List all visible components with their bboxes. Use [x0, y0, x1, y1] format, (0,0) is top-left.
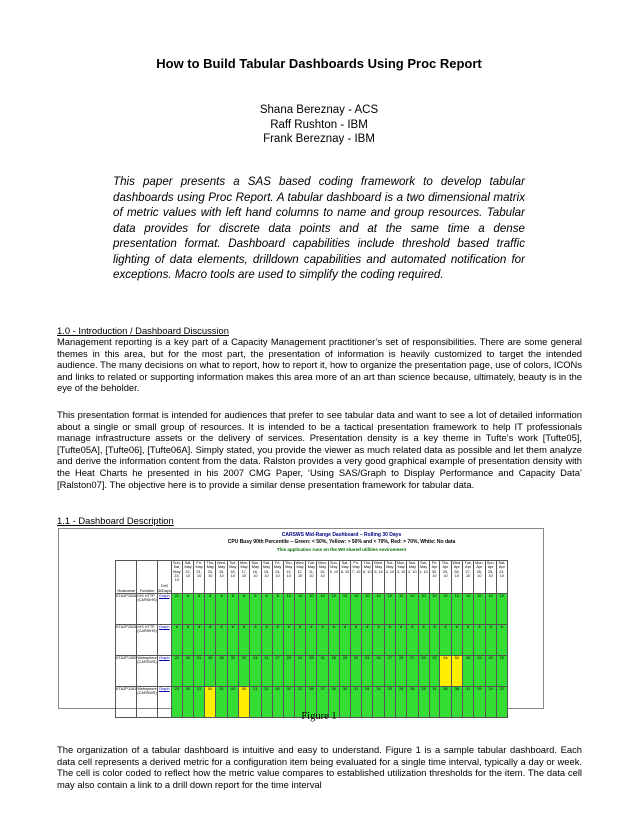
metric-cell[interactable]: 42: [227, 687, 238, 718]
date-header: Tue, May 18, 10: [227, 561, 238, 594]
metric-cell[interactable]: 28: [306, 656, 317, 687]
metric-cell[interactable]: 10: [429, 594, 440, 625]
metric-cell[interactable]: 8: [227, 594, 238, 625]
metric-cell[interactable]: 35: [216, 656, 227, 687]
metric-cell[interactable]: 29: [474, 687, 485, 718]
dashboard-header-row: [116, 561, 508, 594]
table-row: [116, 625, 508, 656]
col-header-drill: Drill 30Days: [157, 561, 171, 594]
graph-link[interactable]: Graph: [159, 625, 170, 629]
metric-cell[interactable]: 32: [261, 687, 272, 718]
metric-cell[interactable]: 22: [496, 687, 507, 718]
date-header: Sat, Apr 24, 10: [496, 561, 507, 594]
metric-cell[interactable]: 10: [407, 594, 418, 625]
metric-cell[interactable]: 40: [272, 687, 283, 718]
metric-cell[interactable]: 28: [328, 656, 339, 687]
date-header: Wed, May 19, 10: [216, 561, 227, 594]
metric-cell[interactable]: 10: [351, 594, 362, 625]
col-header-function: Function: [137, 561, 157, 594]
metric-cell[interactable]: 8: [496, 625, 507, 656]
metric-cell[interactable]: 24: [362, 656, 373, 687]
hostname-cell: KTAZP2526: [116, 594, 137, 625]
metric-cell[interactable]: 8: [205, 594, 216, 625]
date-header: Sat, May 22, 10: [183, 561, 194, 594]
metric-cell[interactable]: 43: [463, 656, 474, 687]
metric-cell[interactable]: 23: [351, 656, 362, 687]
metric-cell[interactable]: 54: [440, 656, 451, 687]
metric-cell[interactable]: 30: [340, 687, 351, 718]
metric-cell[interactable]: 10: [440, 594, 451, 625]
metric-cell[interactable]: 30: [183, 687, 194, 718]
metric-cell[interactable]: 37: [317, 687, 328, 718]
metric-cell[interactable]: 8: [373, 625, 384, 656]
metric-cell[interactable]: 26: [395, 687, 406, 718]
figure-dashboard: [58, 528, 544, 709]
metric-cell[interactable]: 10: [283, 594, 294, 625]
graph-link[interactable]: Graph: [159, 687, 170, 691]
metric-cell[interactable]: 26: [183, 656, 194, 687]
graph-link[interactable]: Graph: [159, 656, 170, 660]
metric-cell[interactable]: 8: [272, 625, 283, 656]
date-header: Fri, Apr 30, 10: [429, 561, 440, 594]
metric-cell[interactable]: 28: [418, 656, 429, 687]
date-header: Wed, Apr 28, 10: [451, 561, 462, 594]
metric-cell[interactable]: 8: [451, 625, 462, 656]
metric-cell[interactable]: 10: [496, 594, 507, 625]
metric-cell[interactable]: 8: [216, 594, 227, 625]
hostname-cell: KTAZP1261: [116, 687, 137, 718]
intro-paragraph-1: Management reporting is a key part of a Capacity Management practitioner’s set of responsibilities. There are some general themes in this area, but for the most part, the presentation of information is heavily customized to target the intended audience. The many decisions on what to report, how to report it, how to organize the presentation page, use of colors, ICONs and links to related or supporting information makes this area more of an art than science because, ultimately, beauty is in the eye of the beholder.: [57, 336, 582, 394]
metric-cell[interactable]: 21: [250, 687, 261, 718]
date-header: Sun, May 16, 10: [250, 561, 261, 594]
section-heading-dashboard: 1.1 - Dashboard Description: [57, 515, 174, 526]
metric-cell[interactable]: 24: [362, 687, 373, 718]
function-cell: IHS HTTP (CARSIHS): [137, 625, 157, 656]
metric-cell[interactable]: 22: [429, 656, 440, 687]
metric-cell[interactable]: 10: [395, 594, 406, 625]
metric-cell[interactable]: 24: [294, 656, 305, 687]
metric-cell[interactable]: 8: [216, 625, 227, 656]
metric-cell[interactable]: 8: [238, 594, 249, 625]
metric-cell[interactable]: 50: [238, 687, 249, 718]
paper-title: How to Build Tabular Dashboards Using Proc Report: [156, 56, 482, 71]
drill-cell: [157, 594, 171, 625]
metric-cell[interactable]: 31: [261, 656, 272, 687]
metric-cell[interactable]: 26: [328, 687, 339, 718]
metric-cell[interactable]: 31: [216, 687, 227, 718]
metric-cell[interactable]: 52: [451, 656, 462, 687]
metric-cell[interactable]: 8: [272, 594, 283, 625]
metric-cell[interactable]: 28: [418, 687, 429, 718]
metric-cell[interactable]: 8: [261, 625, 272, 656]
graph-link[interactable]: Graph: [159, 594, 170, 598]
metric-cell[interactable]: 8: [463, 625, 474, 656]
metric-cell[interactable]: 32: [238, 656, 249, 687]
metric-cell[interactable]: 28: [283, 656, 294, 687]
metric-cell[interactable]: 27: [272, 656, 283, 687]
metric-cell[interactable]: 8: [194, 625, 205, 656]
author-2: Raff Rushton - IBM: [270, 118, 368, 131]
metric-cell[interactable]: 24: [485, 687, 496, 718]
date-header: Sat, May 15, 10: [261, 561, 272, 594]
function-cell: Websphere (CARSWS): [137, 656, 157, 687]
metric-cell[interactable]: 8: [362, 625, 373, 656]
metric-cell[interactable]: 8: [283, 625, 294, 656]
metric-cell[interactable]: 8: [306, 625, 317, 656]
metric-cell[interactable]: 10: [451, 594, 462, 625]
section-heading-intro: 1.0 - Introduction / Dashboard Discussion: [57, 325, 229, 336]
metric-cell[interactable]: 24: [373, 656, 384, 687]
metric-cell[interactable]: 8: [183, 625, 194, 656]
metric-cell[interactable]: 27: [384, 656, 395, 687]
metric-cell[interactable]: 10: [306, 594, 317, 625]
metric-cell[interactable]: 8: [250, 594, 261, 625]
metric-cell[interactable]: 10: [474, 594, 485, 625]
metric-cell[interactable]: 38: [306, 687, 317, 718]
date-header: Sat, May 8, 10: [340, 561, 351, 594]
metric-cell[interactable]: 30: [227, 656, 238, 687]
metric-cell[interactable]: 8: [485, 625, 496, 656]
date-header: Wed, May 12, 10: [294, 561, 305, 594]
date-header: Fri, May 21, 10: [194, 561, 205, 594]
metric-cell[interactable]: 23: [171, 687, 182, 718]
metric-cell[interactable]: 31: [351, 687, 362, 718]
author-list: [0, 103, 638, 147]
metric-cell[interactable]: 22: [294, 687, 305, 718]
intro-paragraph-2: This presentation format is intended for audiences that prefer to see tabular data and want to see a lot of detailed information about a single or small group of resources. It is intended to be a tactical presentation framework to help IT professionals manage infrastructure assets or the delivery of services. Presentation density is a key theme in Tufte’s work [Tufte05], [Tufte05A], [Tufte06], [Tufte06A]. Simply stated, you provide the viewer as much related data as possible and let them analyze and derive the information content from the data. Ralston provides a very good graphical example of presentation density with the Heat Charts he presented in his 2007 CMG Paper, ‘Using SAS/Graph to Display Performance and Capacity Data’ [Ralston07]. The objective here is to provide a similar dense presentation framework for tabular data.: [57, 409, 582, 490]
metric-cell[interactable]: 10: [373, 594, 384, 625]
date-header: Fri, May 14, 10: [272, 561, 283, 594]
metric-cell[interactable]: 22: [496, 656, 507, 687]
metric-cell[interactable]: 8: [384, 625, 395, 656]
metric-cell[interactable]: 10: [384, 594, 395, 625]
metric-cell[interactable]: 8: [351, 625, 362, 656]
metric-cell[interactable]: 8: [328, 625, 339, 656]
metric-cell[interactable]: 8: [418, 625, 429, 656]
dashboard-table: [115, 560, 508, 718]
date-header: Tue, May 4, 10: [384, 561, 395, 594]
hostname-cell: KTAZP2525: [116, 625, 137, 656]
metric-cell[interactable]: 10: [340, 594, 351, 625]
date-header: Thu, May 20, 10: [205, 561, 216, 594]
metric-cell[interactable]: 8: [440, 625, 451, 656]
metric-cell[interactable]: 21: [171, 594, 182, 625]
metric-cell[interactable]: 28: [407, 687, 418, 718]
metric-cell[interactable]: 26: [395, 656, 406, 687]
metric-cell[interactable]: 10: [463, 594, 474, 625]
figure-caption: Figure 1: [301, 711, 337, 722]
metric-cell[interactable]: 8: [407, 625, 418, 656]
metric-cell[interactable]: 36: [440, 687, 451, 718]
metric-cell[interactable]: 8: [205, 625, 216, 656]
metric-cell[interactable]: 8: [395, 625, 406, 656]
date-header: Thu, May 13, 10: [283, 561, 294, 594]
metric-cell[interactable]: 31: [194, 687, 205, 718]
date-header: Mon, May 3, 10: [395, 561, 406, 594]
date-header: Fri, May 7, 10: [351, 561, 362, 594]
metric-cell[interactable]: 25: [485, 656, 496, 687]
metric-cell[interactable]: 8: [250, 625, 261, 656]
metric-cell[interactable]: 50: [205, 687, 216, 718]
closing-paragraph: The organization of a tabular dashboard is intuitive and easy to understand. Figure 1 is a sample tabular dashboard. Each data cell represents a derived metric for a configuration item being evaluated for a single time interval, typically a day or week. The cell is color coded to reflect how the metric value compares to established utilization thresholds for the item. The data cell may also contain a link to a drill down report for the time interval: [57, 744, 582, 790]
metric-cell[interactable]: 25: [384, 687, 395, 718]
metric-cell[interactable]: 10: [294, 594, 305, 625]
hostname-cell: KTAZP1260: [116, 656, 137, 687]
metric-cell[interactable]: 8: [171, 625, 182, 656]
metric-cell[interactable]: 8: [317, 625, 328, 656]
dashboard-note: This application runs on the WII shared utilities environment: [276, 547, 407, 552]
metric-cell[interactable]: 10: [362, 594, 373, 625]
col-header-hostname: Hostname: [116, 561, 137, 594]
metric-cell[interactable]: 31: [283, 687, 294, 718]
function-cell: IHS HTTP (CARSIHS): [137, 594, 157, 625]
abstract: This paper presents a SAS based coding framework to develop tabular dashboards using Proc Report. A tabular dashboard is a two dimensional matrix of metric values with left hand columns to name and group resources. Tabular data provides for discrete data points and at the same time a dense presentation format. Dashboard capabilities include threshold based traffic lighting of data elements, drilldown capabilities and automated notification for exceptions. Macro tools are used to simplify the coding required.: [113, 175, 525, 281]
metric-cell[interactable]: 24: [250, 656, 261, 687]
metric-cell[interactable]: 8: [227, 625, 238, 656]
metric-cell[interactable]: 31: [429, 687, 440, 718]
metric-cell[interactable]: 10: [317, 594, 328, 625]
metric-cell[interactable]: 31: [194, 656, 205, 687]
date-header: Sun, Apr 25, 10: [485, 561, 496, 594]
metric-cell[interactable]: 8: [238, 625, 249, 656]
metric-cell[interactable]: 8: [294, 625, 305, 656]
date-header: Tue, May 11, 10: [306, 561, 317, 594]
date-header: Sat, May 1, 10: [418, 561, 429, 594]
drill-cell: [157, 656, 171, 687]
metric-cell[interactable]: 31: [463, 687, 474, 718]
dashboard-title: CARSWS Mid-Range Dashboard – Rolling 30 Days: [281, 532, 402, 538]
table-row: [116, 656, 508, 687]
table-row: [116, 594, 508, 625]
metric-cell[interactable]: 22: [171, 656, 182, 687]
date-header: Mon, May 10, 10: [317, 561, 328, 594]
date-header: Tue, Apr 27, 10: [463, 561, 474, 594]
metric-cell[interactable]: 8: [261, 594, 272, 625]
metric-cell[interactable]: 8: [194, 594, 205, 625]
date-header: Thu, Apr 29, 10: [440, 561, 451, 594]
metric-cell[interactable]: 10: [418, 594, 429, 625]
date-header: Sun, May 2, 10: [407, 561, 418, 594]
metric-cell[interactable]: 8: [183, 594, 194, 625]
metric-cell[interactable]: 19: [474, 656, 485, 687]
date-header: Sun, Sat, May 23, 10: [171, 561, 182, 594]
metric-cell[interactable]: 27: [407, 656, 418, 687]
author-3: Frank Bereznay - IBM: [263, 133, 375, 145]
date-header: Mon, May 17, 10: [238, 561, 249, 594]
date-header: Mon, Apr 26, 10: [474, 561, 485, 594]
drill-cell: [157, 625, 171, 656]
metric-cell[interactable]: 10: [485, 594, 496, 625]
metric-cell[interactable]: 8: [429, 625, 440, 656]
metric-cell[interactable]: 31: [317, 656, 328, 687]
date-header: Sun, May 9, 10: [328, 561, 339, 594]
metric-cell[interactable]: 38: [451, 687, 462, 718]
metric-cell[interactable]: 8: [474, 625, 485, 656]
metric-cell[interactable]: 8: [340, 625, 351, 656]
author-1: Shana Bereznay - ACS: [259, 104, 379, 116]
metric-cell[interactable]: 31: [373, 687, 384, 718]
date-header: Wed, May 5, 10: [373, 561, 384, 594]
dashboard-subtitle: CPU Busy 90th Percentile – Green: < 50%, Yellow: > 50% and < 70%, Red: > 70%, White: No data: [227, 539, 456, 545]
metric-cell[interactable]: 10: [328, 594, 339, 625]
metric-cell[interactable]: 29: [340, 656, 351, 687]
function-cell: Websphere (CARSWS): [137, 687, 157, 718]
metric-cell[interactable]: 40: [205, 656, 216, 687]
date-header: Thu, May 6, 10: [362, 561, 373, 594]
